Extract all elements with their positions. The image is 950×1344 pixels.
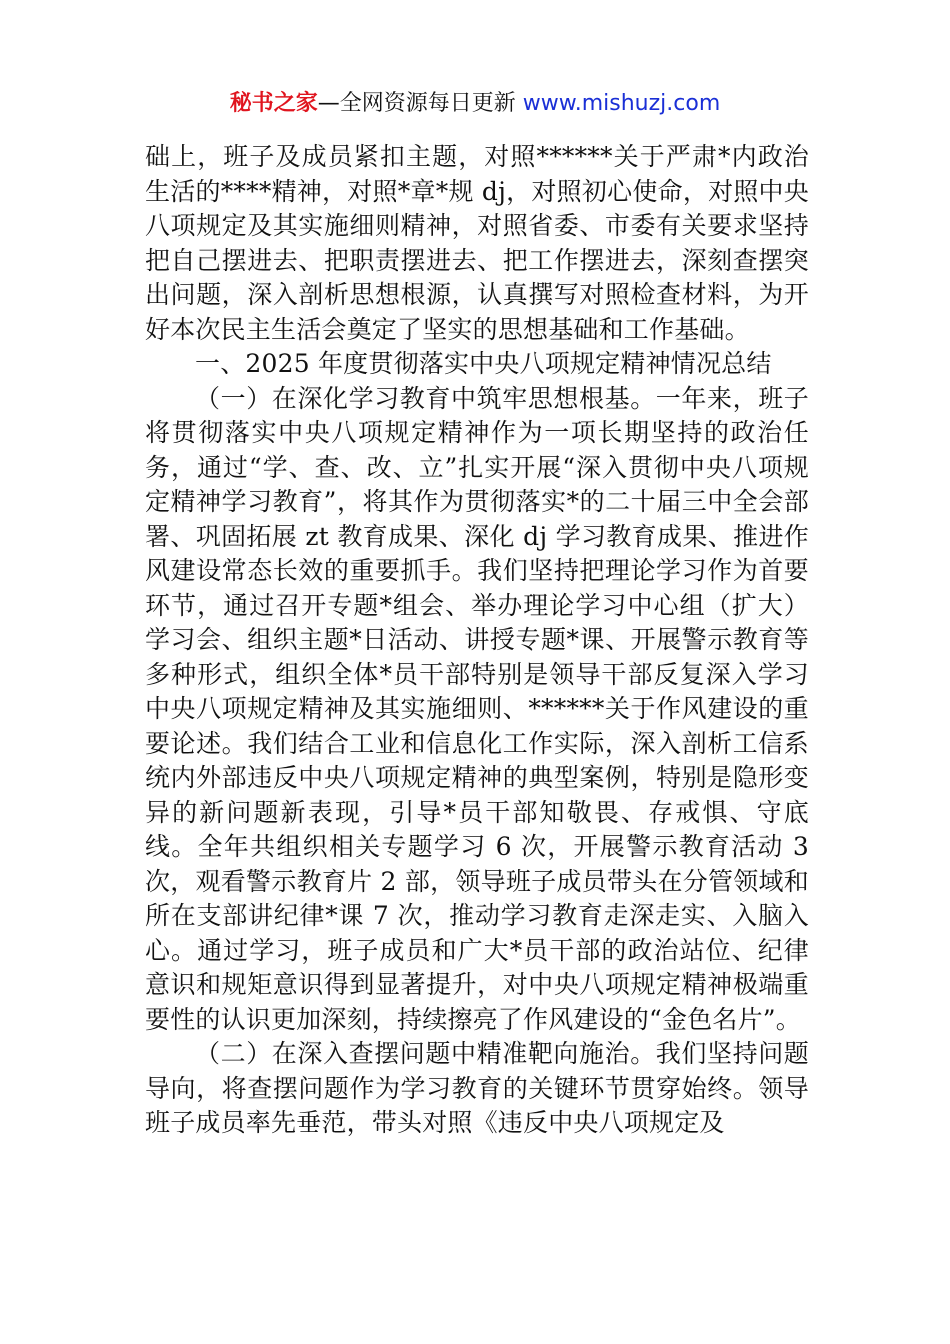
paragraph-intro-continuation: 础上，班子及成员紧扣主题，对照******关于严肃*内政治生活的****精神，对照*章*规 dj，对照初心使命，对照中央八项规定及其实施细则精神，对照省委、市委有关要求坚持把自己摆进去、把职责摆进去、把工作摆进去，深刻查摆突出问题，深入剖析思想根源，认真撰写对照检查材料，为开好本次民主生活会奠定了坚实的思想基础和工作基础。 <box>145 142 809 344</box>
site-brand: 秘书之家 <box>229 91 318 116</box>
site-tagline: —全网资源每日更新 <box>317 91 523 116</box>
paragraph-problem-finding: （二）在深入查摆问题中精准靶向施治。我们坚持问题导向，将查摆问题作为学习教育的关键环节贯穿始终。领导班子成员率先垂范，带头对照《违反中央八项规定及 <box>145 1039 809 1137</box>
site-header <box>0 88 950 120</box>
site-url-link[interactable]: www.mishuzj.com <box>522 91 721 116</box>
paragraph-study-education: （一）在深化学习教育中筑牢思想根基。一年来，班子将贯彻落实中央八项规定精神作为一项长期坚持的政治任务，通过“学、查、改、立”扎实开展“深入贯彻中央八项规定精神学习教育”，将其作为贯彻落实*的二十届三中全会部署、巩固拓展 zt 教育成果、深化 dj 学习教育成果、推进作风建设常态长效的重要抓手。我们坚持把理论学习作为首要环节，通过召开专题*组会、举办理论学习中心组（扩大）学习会、组织主题*日活动、讲授专题*课、开展警示教育等多种形式，组织全体*员干部特别是领导干部反复深入学习中央八项规定精神及其实施细则、******关于作风建设的重要论述。我们结合工业和信息化工作实际，深入剖析工信系统内外部违反中央八项规定精神的典型案例，特别是隐形变异的新问题新表现，引导*员干部知敬畏、存戒惧、守底线。全年共组织相关专题学习 6 次，开展警示教育活动 3 次，观看警示教育片 2 部，领导班子成员带头在分管领域和所在支部讲纪律*课 7 次，推动学习教育走深走实、入脑入心。通过学习，班子成员和广大*员干部的政治站位、纪律意识和规矩意识得到显著提升，对中央八项规定精神极端重要性的认识更加深刻，持续擦亮了作风建设的“金色名片”。 <box>145 383 809 1034</box>
document-body <box>145 140 809 1141</box>
section-heading-1: 一、2025 年度贯彻落实中央八项规定精神情况总结 <box>195 349 772 378</box>
